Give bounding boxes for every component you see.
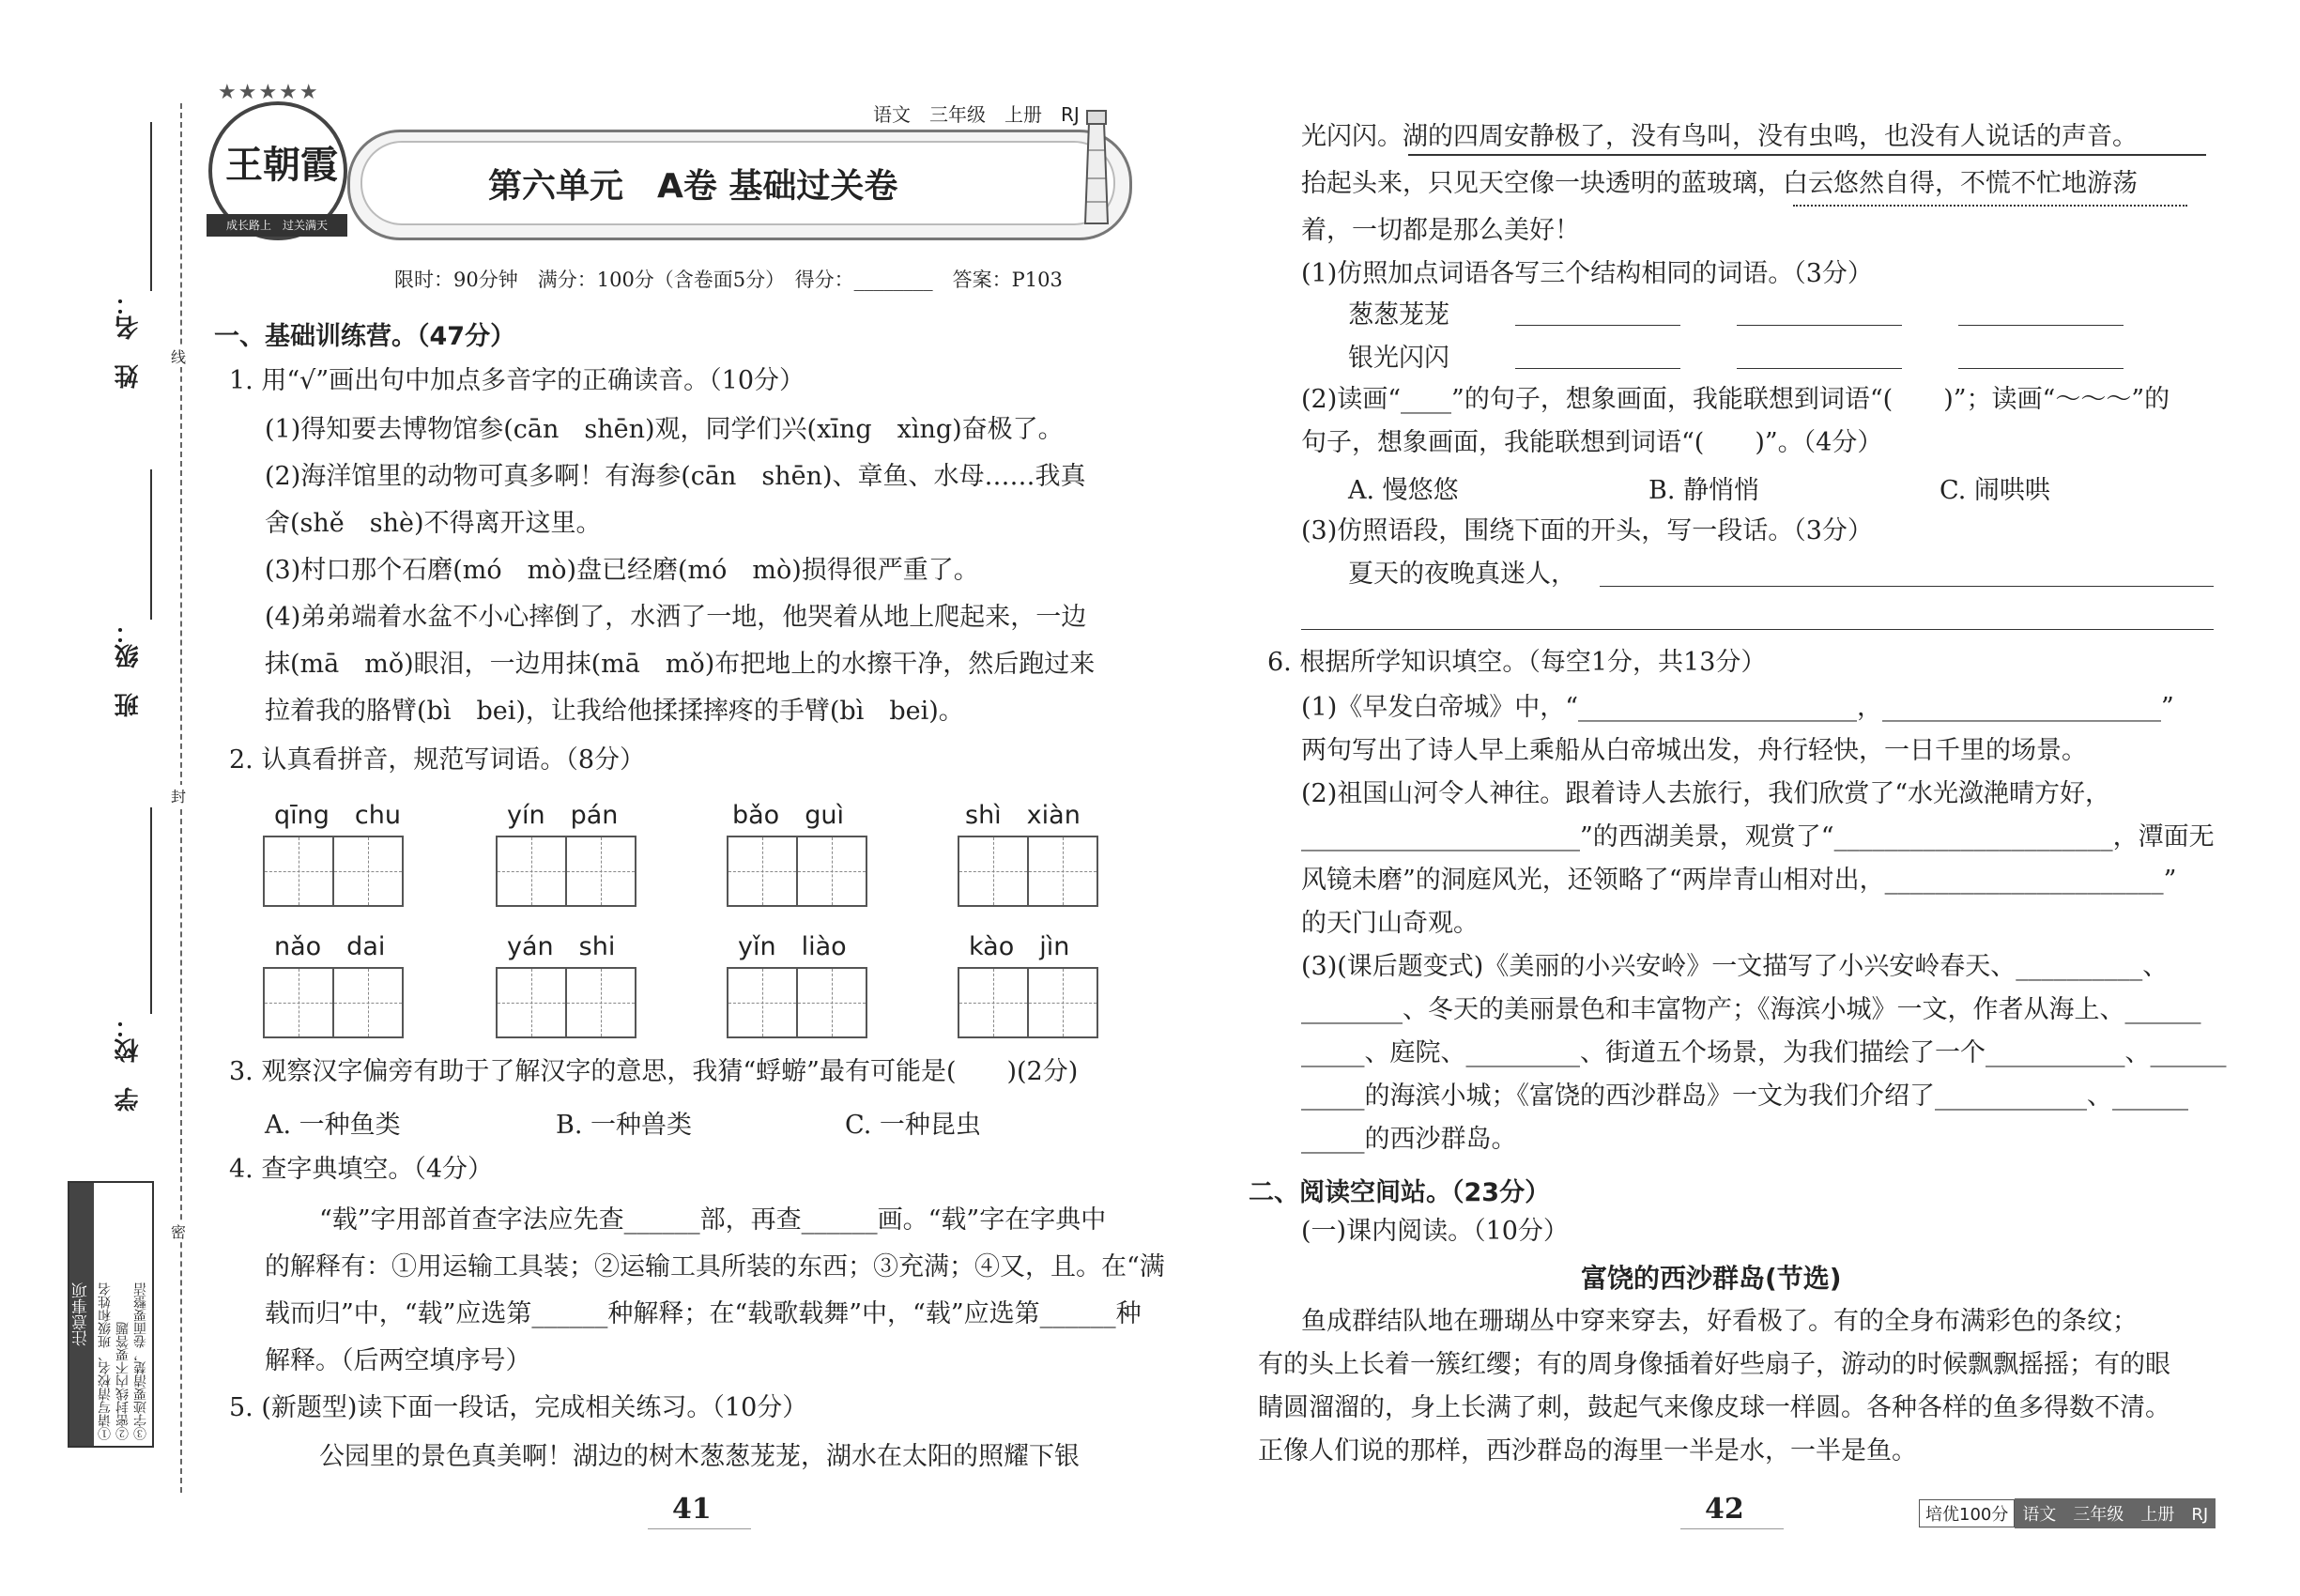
q6-line: (2)祖国山河令人神往。跟着诗人去旅行，我们欣赏了“水光潋滟晴方好， bbox=[1301, 779, 2111, 808]
answer-line[interactable] bbox=[1600, 586, 2214, 587]
q4-stem: 4. 查字典填空。（4分） bbox=[229, 1155, 494, 1184]
footer-brand bbox=[1919, 1498, 2216, 1528]
q4-line: 的解释有：①用运输工具装；②运输工具所装的东西；③充满；④又，且。在“满 bbox=[265, 1252, 1165, 1281]
q1-line: 拉着我的胳臂(bì bei)，让我给他揉揉摔疼的手臂(bì bei)。 bbox=[265, 697, 964, 726]
pinyin-label: qīng chu bbox=[274, 801, 401, 830]
margin-line bbox=[150, 807, 152, 1014]
q1-line: 抹(mā mǒ)眼泪，一边用抹(mā mǒ)布把地上的水擦干净，然后跑过来 bbox=[265, 650, 1096, 679]
page-number-ornament bbox=[648, 1528, 751, 1529]
writing-grid[interactable] bbox=[496, 967, 636, 1038]
answer-blank[interactable] bbox=[1515, 325, 1680, 326]
margin-line bbox=[150, 469, 152, 620]
q5-2-stem: 句子，想象画面，我能联想到词语“( )”。（4分） bbox=[1301, 428, 1883, 457]
q6-line: ______________________”的西湖美景，观赏了“______________________，潭面无 bbox=[1301, 822, 2215, 852]
q5-3-stem: (3)仿照语段，围绕下面的开头，写一段话。（3分） bbox=[1301, 516, 1873, 545]
writing-grid[interactable] bbox=[263, 967, 404, 1038]
writing-grid[interactable] bbox=[958, 967, 1098, 1038]
passage-line: 有的头上长着一簇红缨；有的周身像插着好些扇子，游动的时候飘飘摇摇；有的眼 bbox=[1258, 1350, 2170, 1379]
q5-passage-line: 抬起头来，只见天空像一块透明的蓝玻璃，白云悠然自得，不慌不忙地游荡 bbox=[1301, 169, 2138, 198]
section-1-heading: 一、基础训练营。（47分） bbox=[214, 322, 516, 351]
q6-line: 风镜未磨”的洞庭风光，还领略了“两岸青山相对出，______________________” bbox=[1301, 866, 2177, 895]
wavy-underline bbox=[1793, 199, 2187, 207]
page-title: 第六单元 A卷 基础过关卷 bbox=[488, 167, 898, 206]
q6-line: _____、庭院、_________、街道五个场景，为我们描绘了一个___________、______ bbox=[1301, 1038, 2227, 1067]
footer-badge: 培优100分 bbox=[1919, 1499, 2015, 1527]
writing-grid[interactable] bbox=[263, 836, 404, 907]
q5-2-option[interactable]: A. 慢悠悠 bbox=[1348, 476, 1459, 505]
q3-option[interactable]: C. 一种昆虫 bbox=[845, 1111, 981, 1140]
q3-option[interactable]: B. 一种兽类 bbox=[556, 1111, 693, 1140]
q6-line: 两句写出了诗人早上乘船从白帝城出发，舟行轻快，一日千里的场景。 bbox=[1301, 736, 2087, 765]
q1-stem: 1. 用“√”画出句中加点多音字的正确读音。（10分） bbox=[229, 366, 805, 395]
q4-line: 载而归”中，“载”应选第______种解释；在“载歌载舞”中，“载”应选第______种 bbox=[265, 1299, 1142, 1328]
q6-line: ________、冬天的美丽景色和丰富物产；《海滨小城》一文，作者从海上、______ bbox=[1301, 995, 2201, 1024]
q1-line: (4)弟弟端着水盆不小心摔倒了，水洒了一地，他哭着从地上爬起来，一边 bbox=[265, 603, 1087, 632]
q6-stem: 6. 根据所学知识填空。（每空1分，共13分） bbox=[1267, 648, 1767, 677]
q5-2-option[interactable]: C. 闹哄哄 bbox=[1940, 476, 2050, 505]
name-label: 姓 名： bbox=[115, 291, 143, 389]
answer-blank[interactable] bbox=[1737, 368, 1902, 369]
note-item: ①请写清校名、班级和姓名 bbox=[98, 1282, 113, 1440]
page-number-right: 42 bbox=[1705, 1493, 1744, 1526]
q5-passage-line: 光闪闪。湖的四周安静极了，没有鸟叫，没有虫鸣，也没有人说话的声音。 bbox=[1301, 122, 2138, 151]
answer-line[interactable] bbox=[1301, 629, 2214, 630]
pinyin-label: shì xiàn bbox=[965, 801, 1081, 830]
straight-underline bbox=[1408, 154, 2206, 156]
q5-passage-line: 公园里的景色真美啊！湖边的树木葱葱茏茏，湖水在太阳的照耀下银 bbox=[319, 1442, 1080, 1471]
q1-line: (2)海洋馆里的动物可真多啊！有海参(cān shēn)、章鱼、水母……我真 bbox=[265, 462, 1086, 491]
q5-3-start: 夏天的夜晚真迷人， bbox=[1348, 560, 1576, 589]
margin-line bbox=[150, 122, 152, 291]
q1-line: 舍(shě shè)不得离开这里。 bbox=[265, 509, 602, 538]
notes-title: 注意事项 bbox=[69, 1183, 94, 1446]
q5-1-stem: (1)仿照加点词语各写三个结构相同的词语。（3分） bbox=[1301, 259, 1873, 288]
passage-line: 睛圆溜溜的，身上长满了刺，鼓起气来像皮球一样圆。各种各样的鱼多得数不清。 bbox=[1258, 1393, 2170, 1422]
school-label: 学 校： bbox=[115, 1014, 143, 1112]
writing-grid[interactable] bbox=[496, 836, 636, 907]
pinyin-label: yín pán bbox=[507, 801, 619, 830]
section-2-heading: 二、阅读空间站。（23分） bbox=[1249, 1178, 1551, 1207]
q6-line: (1)《早发白帝城》中，“______________________，______________________” bbox=[1301, 693, 2174, 722]
note-item: ③字迹要清楚，卷面要整洁 bbox=[133, 1282, 148, 1440]
q5-2-stem: (2)读画“____”的句子，想象画面，我能联想到词语“( )”；读画“～～～”的 bbox=[1301, 385, 2170, 414]
answer-blank[interactable] bbox=[1958, 325, 2124, 326]
brand-name: 王朝霞 bbox=[225, 143, 338, 187]
subject-line: 语文 三年级 上册 RJ bbox=[873, 103, 1080, 126]
q2-stem: 2. 认真看拼音，规范写词语。（8分） bbox=[229, 745, 646, 775]
writing-grid[interactable] bbox=[727, 836, 867, 907]
pinyin-label: yán shi bbox=[507, 932, 616, 961]
q4-line: “载”字用部首查字法应先查______部，再查______画。“载”字在字典中 bbox=[319, 1205, 1107, 1235]
notes-box bbox=[68, 1181, 154, 1448]
writing-grid[interactable] bbox=[727, 967, 867, 1038]
q6-line: _____的海滨小城；《富饶的西沙群岛》一文为我们介绍了____________、______ bbox=[1301, 1082, 2188, 1111]
footer-text: 语文 三年级 上册 RJ bbox=[2015, 1498, 2216, 1528]
q4-line: 解释。（后两空填序号） bbox=[265, 1346, 531, 1375]
cut-mark: 密 bbox=[171, 1220, 186, 1242]
class-label: 班 级： bbox=[115, 620, 143, 717]
q5-passage-line: 着，一切都是那么美好！ bbox=[1301, 216, 1580, 245]
exam-meta: 限时：90分钟 满分：100分（含卷面5分） 得分：________ 答案：P103 bbox=[394, 269, 1063, 291]
q6-line: 的天门山奇观。 bbox=[1301, 909, 1479, 938]
note-item: ②密封线内不要答题 bbox=[115, 1322, 130, 1440]
sub-section-heading: (一)课内阅读。（10分） bbox=[1301, 1217, 1569, 1246]
brand-logo bbox=[208, 81, 347, 240]
answer-blank[interactable] bbox=[1737, 325, 1902, 326]
answer-blank[interactable] bbox=[1958, 368, 2124, 369]
cut-mark: 线 bbox=[171, 345, 186, 367]
q1-line: (1)得知要去博物馆参(cān shēn)观，同学们兴(xīng xìng)奋极了。 bbox=[265, 415, 1064, 444]
pinyin-label: yǐn liào bbox=[738, 932, 847, 961]
q6-line: (3)(课后题变式)《美丽的小兴安岭》一文描写了小兴安岭春天、__________、 bbox=[1301, 952, 2169, 981]
passage-title: 富饶的西沙群岛(节选) bbox=[1581, 1263, 1842, 1294]
q3-option[interactable]: A. 一种鱼类 bbox=[265, 1111, 401, 1140]
q5-stem: 5. (新题型)读下面一段话，完成相关练习。（10分） bbox=[229, 1393, 808, 1422]
q3-stem: 3. 观察汉字偏旁有助于了解汉字的意思，我猜“蜉蝣”最有可能是( )(2分) bbox=[229, 1057, 1079, 1086]
passage-line: 鱼成群结队地在珊瑚丛中穿来穿去，好看极了。有的全身布满彩色的条纹； bbox=[1301, 1307, 2138, 1336]
brand-tag: 成长路上 过关满天 bbox=[207, 214, 347, 237]
pinyin-label: bǎo guì bbox=[732, 801, 844, 830]
q6-line: _____的西沙群岛。 bbox=[1301, 1125, 1517, 1154]
writing-grid[interactable] bbox=[958, 836, 1098, 907]
answer-blank[interactable] bbox=[1515, 368, 1680, 369]
star-icon: ★★★★★ bbox=[218, 81, 320, 104]
page-number-ornament bbox=[1680, 1528, 1784, 1529]
cut-mark: 封 bbox=[171, 785, 186, 806]
lighthouse-icon bbox=[1078, 103, 1115, 225]
q5-1-word: 银光闪闪 bbox=[1348, 344, 1449, 373]
q5-1-word: 葱葱茏茏 bbox=[1348, 300, 1449, 330]
passage-line: 正像人们说的那样，西沙群岛的海里一半是水，一半是鱼。 bbox=[1258, 1436, 1917, 1466]
q1-line: (3)村口那个石磨(mó mò)盘已经磨(mó mò)损得很严重了。 bbox=[265, 556, 979, 585]
pinyin-label: kào jìn bbox=[969, 932, 1070, 961]
pinyin-label: nǎo dai bbox=[274, 932, 386, 961]
q5-2-option[interactable]: B. 静悄悄 bbox=[1648, 476, 1760, 505]
page-number-left: 41 bbox=[672, 1493, 712, 1526]
